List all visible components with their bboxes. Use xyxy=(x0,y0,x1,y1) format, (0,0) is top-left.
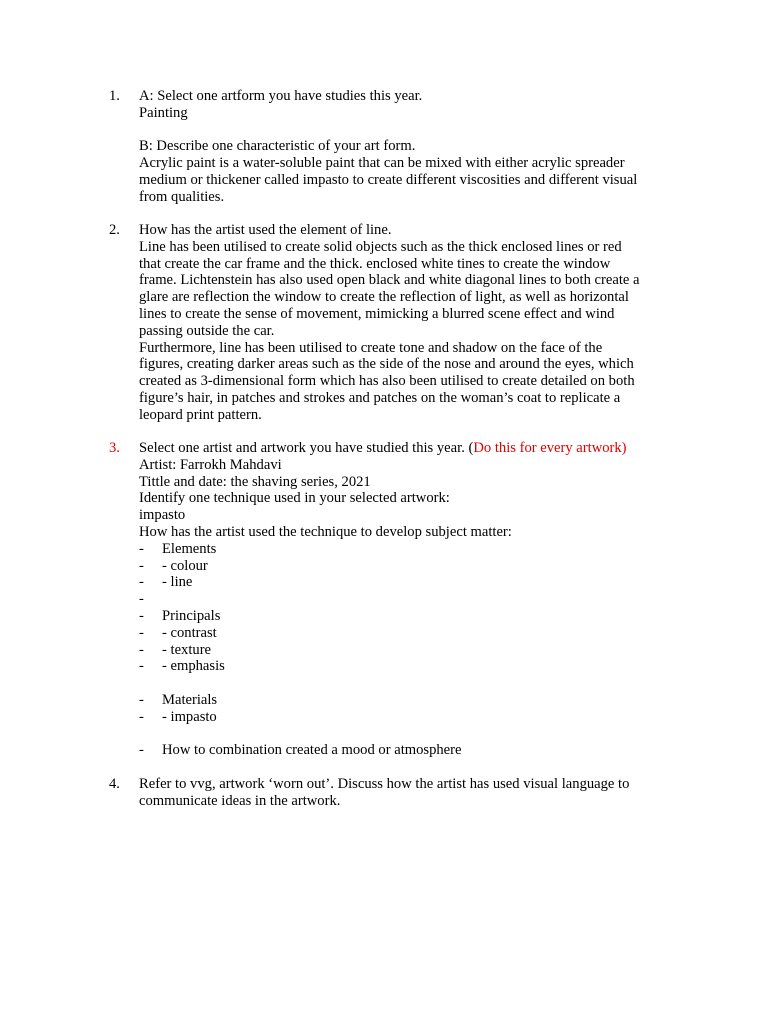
list-item-text: - impasto xyxy=(162,708,217,725)
dash-bullet: - xyxy=(139,540,144,557)
list-item xyxy=(139,591,689,608)
list-item xyxy=(139,608,689,625)
list-item-text: - line xyxy=(162,574,193,591)
dash-bullet: - xyxy=(139,658,144,675)
list-item-text: How to combination created a mood or atmosphere xyxy=(162,742,462,759)
list-item xyxy=(139,692,689,709)
answer-line: from qualities. xyxy=(139,188,225,205)
question-number: 3. xyxy=(109,440,120,456)
answer-line: figure’s hair, in patches and strokes and patches on the woman’s coat to replicate a xyxy=(139,389,621,406)
dash-bullet: - xyxy=(139,624,144,641)
dash-bullet: - xyxy=(139,607,144,624)
question-1 xyxy=(109,88,689,206)
answer-line: Furthermore, line has been utilised to create tone and shadow on the face of the xyxy=(139,339,603,356)
dash-bullet: - xyxy=(139,641,144,658)
question-number: 4. xyxy=(109,776,120,792)
answer-line: leopard print pattern. xyxy=(139,406,262,423)
answer-line: Line has been utilised to create solid objects such as the thick enclosed lines or red xyxy=(139,238,622,255)
question-2 xyxy=(109,222,689,424)
list-item-text: - contrast xyxy=(162,624,217,641)
question-3 xyxy=(109,440,689,759)
question-number: 1. xyxy=(109,88,120,104)
answer-line: glare are reflection the window to create the reflection of light, as well as horizontal xyxy=(139,289,629,306)
list-item-text: - texture xyxy=(162,641,212,658)
technique-answer: impasto xyxy=(139,507,186,524)
answer-line: created as 3-dimensional form which has also been utilised to create detailed on both xyxy=(139,373,635,390)
question-text: B: Describe one characteristic of your art form. xyxy=(139,138,416,155)
dash-bullet: - xyxy=(139,557,144,574)
list-item xyxy=(139,558,689,575)
title-date-line: Tittle and date: the shaving series, 2021 xyxy=(139,473,371,490)
answer-line: frame. Lichtenstein has also used open black and white diagonal lines to both create a xyxy=(139,272,640,289)
list-item-text: - colour xyxy=(162,557,208,574)
dash-bullet: - xyxy=(139,574,144,591)
question-text: A: Select one artform you have studies this year. xyxy=(139,88,423,104)
question-4 xyxy=(109,776,689,810)
question-line: Refer to vvg, artwork ‘worn out’. Discuss how the artist has used visual language to xyxy=(139,776,630,792)
dash-bullet: - xyxy=(139,708,144,725)
list-item xyxy=(139,742,689,759)
list-item-text: Principals xyxy=(162,607,221,624)
dash-bullet: - xyxy=(139,591,144,608)
dash-bullet: - xyxy=(139,742,144,759)
list-item xyxy=(139,709,689,726)
answer-line: that create the car frame and the thick. enclosed white tines to create the window xyxy=(139,255,611,272)
question-text: How has the artist used the element of line. xyxy=(139,222,392,238)
list-item xyxy=(139,574,689,591)
artist-line: Artist: Farrokh Mahdavi xyxy=(139,456,282,473)
answer-line: medium or thickener called impasto to create different viscosities and different visual xyxy=(139,171,638,188)
question-text xyxy=(139,440,689,457)
answer-line: passing outside the car. xyxy=(139,322,275,339)
answer-text: Painting xyxy=(139,104,188,121)
question-line: communicate ideas in the artwork. xyxy=(139,792,341,809)
list-item xyxy=(139,642,689,659)
list-item-text: - emphasis xyxy=(162,658,225,675)
question-prompt: Select one artist and artwork you have studied this year. ( xyxy=(139,440,474,456)
answer-line: figures, creating darker areas such as the side of the nose and around the eyes, which xyxy=(139,356,634,373)
list-item xyxy=(139,625,689,642)
develop-prompt: How has the artist used the technique to develop subject matter: xyxy=(139,523,512,540)
answer-line: lines to create the sense of movement, mimicking a blurred scene effect and wind xyxy=(139,305,615,322)
question-number: 2. xyxy=(109,222,120,238)
highlight-note: Do this for every artwork) xyxy=(473,440,627,456)
list-item xyxy=(139,541,689,558)
list-item xyxy=(139,658,689,675)
list-item-text: Elements xyxy=(162,540,217,557)
list-item-text: Materials xyxy=(162,691,218,708)
technique-prompt: Identify one technique used in your selected artwork: xyxy=(139,490,450,507)
dash-bullet: - xyxy=(139,691,144,708)
answer-line: Acrylic paint is a water-soluble paint that can be mixed with either acrylic spreader xyxy=(139,155,625,172)
